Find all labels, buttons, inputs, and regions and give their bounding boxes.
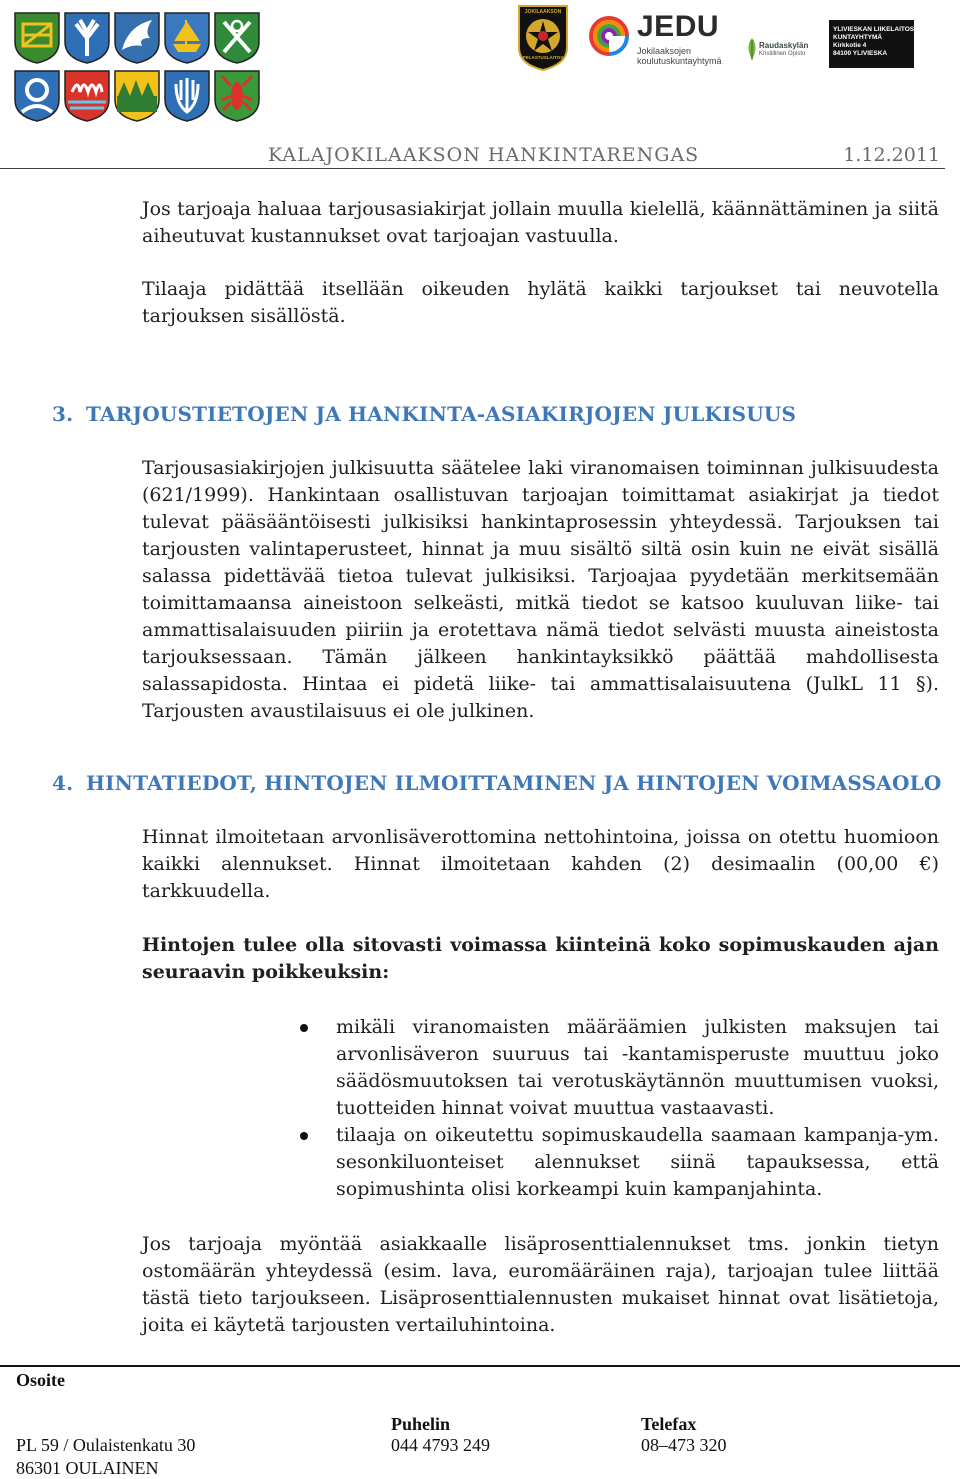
jedu-logo — [583, 8, 733, 70]
section-title: HINTATIEDOT, HINTOJEN ILMOITTAMINEN JA HINTOJEN VOIMASSAOLO — [86, 771, 942, 795]
section-4-heading — [52, 771, 941, 795]
gate-icon — [14, 12, 60, 64]
crayfish-icon — [214, 70, 260, 122]
section-title: TARJOUSTIETOJEN JA HANKINTA-ASIAKIRJOJEN JULKISUUS — [86, 402, 797, 426]
raudaskyla-logo — [745, 34, 815, 66]
ring-icon — [14, 70, 60, 122]
police-ring-bottom-text: PELASTUSLAITOS — [522, 55, 564, 60]
list-item — [290, 1014, 939, 1122]
municipal-crests — [14, 12, 264, 124]
section-4-text: Hinnat ilmoitetaan arvonlisäverottomina nettohintoina, joissa on otettu huomioon kaikki alennukset. Hinnat ilmoitetaan kahden (2) desimaalin (00,00 €) tarkkuudella. — [142, 826, 939, 902]
jedu-subtitle: Jokilaaksojen koulutuskuntayhtymä — [637, 46, 722, 66]
list-item — [290, 1122, 939, 1203]
fax-number: 08–473 320 — [641, 1435, 727, 1455]
paragraph-rejection-right: Tilaaja pidättää itsellään oikeuden hylätä kaikki tarjoukset tai neuvotella tarjouksen sisällöstä. — [142, 278, 939, 327]
bullet-icon — [300, 1132, 308, 1140]
kunta-line: KUNTAYHTYMÄ — [833, 34, 883, 41]
address-line-2: 86301 OULAINEN — [16, 1458, 159, 1478]
raudaskyla-name: Raudaskylän — [759, 41, 809, 50]
leaf-icon — [745, 36, 759, 62]
list-item-text: mikäli viranomaisten määräämien julkisten maksujen tai arvonlisäveron suuruus tai -kantamisperuste muuttuu joko säädösmuutoksen tai verotuskäytännön muuttumisen vuoksi, tuotteiden hinnat voivat muuttua vastaavasti. — [336, 1016, 939, 1119]
footer-divider — [0, 1365, 960, 1367]
jedu-rainbow-icon — [583, 10, 635, 62]
wing-icon — [114, 12, 160, 64]
kunta-line: 84100 YLIVIESKA — [833, 50, 888, 57]
section-number: 3. — [52, 402, 74, 426]
exceptions-list — [290, 1014, 939, 1203]
header-divider — [0, 168, 945, 169]
phone-label: Puhelin — [391, 1414, 451, 1434]
bullet-icon — [300, 1024, 308, 1032]
jedu-wordmark: JEDU — [637, 10, 720, 43]
document-date: 1.12.2011 — [843, 144, 940, 166]
tree-icon — [64, 12, 110, 64]
paragraph-translation: Jos tarjoaja haluaa tarjousasiakirjat jollain muulla kielellä, käännättäminen ja siitä aiheutuvat kustannukset ovat tarjoajan vastuulla. — [142, 198, 939, 247]
section-4-bold-statement: Hintojen tulee olla sitovasti voimassa kiinteinä koko sopimuskauden ajan seuraavin poikkeuksin: — [142, 934, 939, 983]
ylivieska-federation-logo — [829, 20, 917, 68]
anchor-icon — [164, 70, 210, 122]
police-ring-top-text: JOKILAAKSON — [524, 9, 562, 15]
address-label: Osoite — [16, 1370, 65, 1390]
flames-icon — [64, 70, 110, 122]
kunta-line: Kirkkotie 4 — [833, 42, 867, 49]
raudaskyla-subtitle: Kristillinen Opisto — [759, 51, 806, 57]
forest-icon — [114, 70, 160, 122]
document-header-title: KALAJOKILAAKSON HANKINTARENGAS — [268, 144, 700, 166]
ship-icon — [164, 12, 210, 64]
fax-label: Telefax — [641, 1414, 697, 1434]
section-number: 4. — [52, 771, 74, 795]
kunta-line: YLIVIESKAN LIIKELAITOS- — [833, 26, 917, 33]
list-item-text: tilaaja on oikeutettu sopimuskaudella saamaan kampanja-ym. sesonkiluonteiset alennukset siinä tapauksessa, että sopimushinta olisi korkeampi kuin kampanjahinta. — [336, 1124, 939, 1200]
section-3-heading — [52, 402, 796, 426]
phone-number: 044 4793 249 — [391, 1435, 490, 1455]
section-4-closing: Jos tarjoaja myöntää asiakkaalle lisäprosenttialennukset tms. jonkin tietyn ostomäärän yhteydessä (esim. lava, euromääräinen raja), tarjoajan tulee liittää tästä tieto tarjoukseen. Lisäprosenttialennusten mukaiset hinnat ovat lisätietoja, joita ei käytetä tarjousten vertailuhintoina. — [142, 1233, 939, 1336]
crossed-tools-icon — [214, 12, 260, 64]
section-3-text: Tarjousasiakirjojen julkisuutta säätelee laki viranomaisen toiminnan julkisuudesta (621/1999). Hankintaan osallistuvan tarjoajan toimittamat asiakirjat ja tiedot tulevat pääsääntöisesti julkisiksi hankintaprosessin yhteydessä. Tarjouksen tai tarjousten valintaperusteet, hinnat ja muu sisältö siltä osin kuin ne eivät sisällä salassa pidettävää tietoa tulevat julkisiksi. Tarjoajaa pyydetään merkitsemään toimittamaansa aineistoon selkeästi, mitkä tiedot se katsoo kuuluvan liike- tai ammattisalaisuuden piiriin ja erotettava nämä tiedot selvästi muusta aineistosta tarjouksessaan. Tämän jälkeen hankintayksikkö päättää mahdollisesta salassapidosta. Hintaa ei pidetä liike- tai ammattisalaisuutena (JulkL 11 §). Tarjousten avaustilaisuus ei ole julkinen. — [142, 457, 939, 722]
address-line-1: PL 59 / Oulaistenkatu 30 — [16, 1435, 196, 1455]
rescue-department-logo — [515, 4, 571, 72]
